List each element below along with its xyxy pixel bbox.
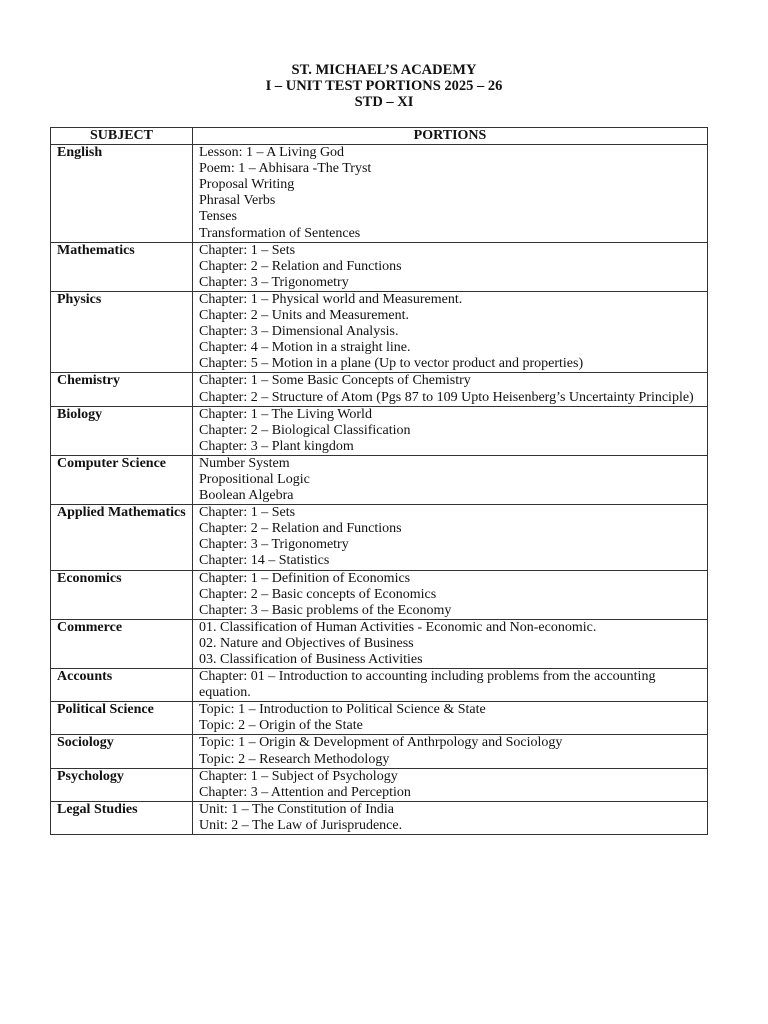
subject-cell: Physics xyxy=(51,291,193,372)
portions-cell xyxy=(193,570,708,619)
table-row xyxy=(51,619,708,668)
table-row xyxy=(51,801,708,834)
portions-cell xyxy=(193,406,708,455)
portion-item: Poem: 1 – Abhisara -The Tryst xyxy=(199,161,372,177)
portion-item: Chapter: 4 – Motion in a straight line. xyxy=(199,340,411,356)
subject-cell: Political Science xyxy=(51,702,193,735)
subject-cell: Legal Studies xyxy=(51,801,193,834)
portion-item: Chapter: 5 – Motion in a plane (Up to vector product and properties) xyxy=(199,356,584,372)
portion-item: Tenses xyxy=(199,209,237,225)
table-body xyxy=(51,145,708,835)
school-name: ST. MICHAEL’S ACADEMY xyxy=(291,62,477,78)
table-row xyxy=(51,768,708,801)
table-row xyxy=(51,455,708,504)
subject-cell: Commerce xyxy=(51,619,193,668)
portions-cell xyxy=(193,505,708,570)
subject-cell: Chemistry xyxy=(51,373,193,406)
portion-item: Transformation of Sentences xyxy=(199,225,361,241)
subject-cell: Mathematics xyxy=(51,242,193,291)
portion-item: Lesson: 1 – A Living God xyxy=(199,145,345,161)
portion-item: Phrasal Verbs xyxy=(199,193,276,209)
portion-item: Chapter: 2 – Relation and Functions xyxy=(199,521,402,537)
subject-cell: Computer Science xyxy=(51,455,193,504)
portion-item: Chapter: 3 – Plant kingdom xyxy=(199,438,354,454)
subject-cell: English xyxy=(51,145,193,243)
portion-item: Chapter: 1 – The Living World xyxy=(199,406,372,422)
portions-cell xyxy=(193,702,708,735)
portion-item: Chapter: 1 – Physical world and Measurement. xyxy=(199,291,463,307)
portions-cell xyxy=(193,768,708,801)
portions-cell xyxy=(193,242,708,291)
portions-cell xyxy=(193,373,708,406)
portion-item: Topic: 2 – Research Methodology xyxy=(199,751,390,767)
portion-item: Chapter: 3 – Trigonometry xyxy=(199,537,349,553)
table-row xyxy=(51,373,708,406)
table-row xyxy=(51,291,708,372)
subject-cell: Accounts xyxy=(51,669,193,702)
subject-cell: Psychology xyxy=(51,768,193,801)
portion-item: Topic: 2 – Origin of the State xyxy=(199,718,363,734)
subject-cell: Biology xyxy=(51,406,193,455)
portion-item: Chapter: 1 – Subject of Psychology xyxy=(199,768,398,784)
portions-table xyxy=(50,127,708,835)
portions-cell xyxy=(193,669,708,702)
portion-item: Chapter: 2 – Units and Measurement. xyxy=(199,308,409,324)
standard-label: STD – XI xyxy=(354,94,414,110)
subject-cell: Applied Mathematics xyxy=(51,505,193,570)
portion-item: Chapter: 14 – Statistics xyxy=(199,553,330,569)
portion-item: Chapter: 2 – Biological Classification xyxy=(199,422,411,438)
portion-item: 01. Classification of Human Activities - Economic and Non-economic. xyxy=(199,619,597,635)
portion-item: 03. Classification of Business Activities xyxy=(199,652,423,667)
portion-item: 02. Nature and Objectives of Business xyxy=(199,635,414,651)
table-row xyxy=(51,669,708,702)
portions-cell xyxy=(193,619,708,668)
portion-item: Chapter: 1 – Sets xyxy=(199,505,296,521)
table-row xyxy=(51,735,708,768)
portion-item: Chapter: 3 – Basic problems of the Economy xyxy=(199,602,452,618)
table-row xyxy=(51,406,708,455)
portion-item: Chapter: 1 – Sets xyxy=(199,242,296,258)
subject-cell: Sociology xyxy=(51,735,193,768)
table-row xyxy=(51,242,708,291)
table-header-row xyxy=(51,128,708,145)
portion-item: Number System xyxy=(199,455,290,471)
portion-item: Chapter: 2 – Basic concepts of Economics xyxy=(199,586,437,602)
portion-item: Boolean Algebra xyxy=(199,488,294,504)
subject-cell: Economics xyxy=(51,570,193,619)
portion-item: Chapter: 3 – Attention and Perception xyxy=(199,784,411,800)
portions-cell xyxy=(193,291,708,372)
portion-item: Propositional Logic xyxy=(199,471,310,487)
table-row xyxy=(51,505,708,570)
portion-item: Topic: 1 – Introduction to Political Science & State xyxy=(199,702,486,718)
portion-item: Chapter: 1 – Definition of Economics xyxy=(199,570,411,586)
portions-cell xyxy=(193,735,708,768)
portion-item: Chapter: 3 – Dimensional Analysis. xyxy=(199,324,399,340)
document-header xyxy=(0,62,768,110)
portion-item: Chapter: 01 – Introduction to accounting including problems from the accounting equation. xyxy=(199,669,656,701)
portions-column-header: PORTIONS xyxy=(193,128,708,145)
portions-cell xyxy=(193,145,708,243)
portions-cell xyxy=(193,455,708,504)
table-row xyxy=(51,702,708,735)
portion-item: Chapter: 2 – Relation and Functions xyxy=(199,258,402,274)
subject-column-header: SUBJECT xyxy=(51,128,193,145)
portions-cell xyxy=(193,801,708,834)
portion-item: Proposal Writing xyxy=(199,177,295,193)
portion-item: Unit: 1 – The Constitution of India xyxy=(199,801,394,817)
table-row xyxy=(51,145,708,243)
table-row xyxy=(51,570,708,619)
portion-item: Chapter: 1 – Some Basic Concepts of Chemistry xyxy=(199,373,471,389)
portion-item: Unit: 2 – The Law of Jurisprudence. xyxy=(199,817,403,833)
portion-item: Topic: 1 – Origin & Development of Anthrpology and Sociology xyxy=(199,735,563,751)
portion-item: Chapter: 2 – Structure of Atom (Pgs 87 to 109 Upto Heisenberg’s Uncertainty Principle) xyxy=(199,389,694,405)
portion-item: Chapter: 3 – Trigonometry xyxy=(199,274,349,290)
exam-title: I – UNIT TEST PORTIONS 2025 – 26 xyxy=(265,78,503,94)
